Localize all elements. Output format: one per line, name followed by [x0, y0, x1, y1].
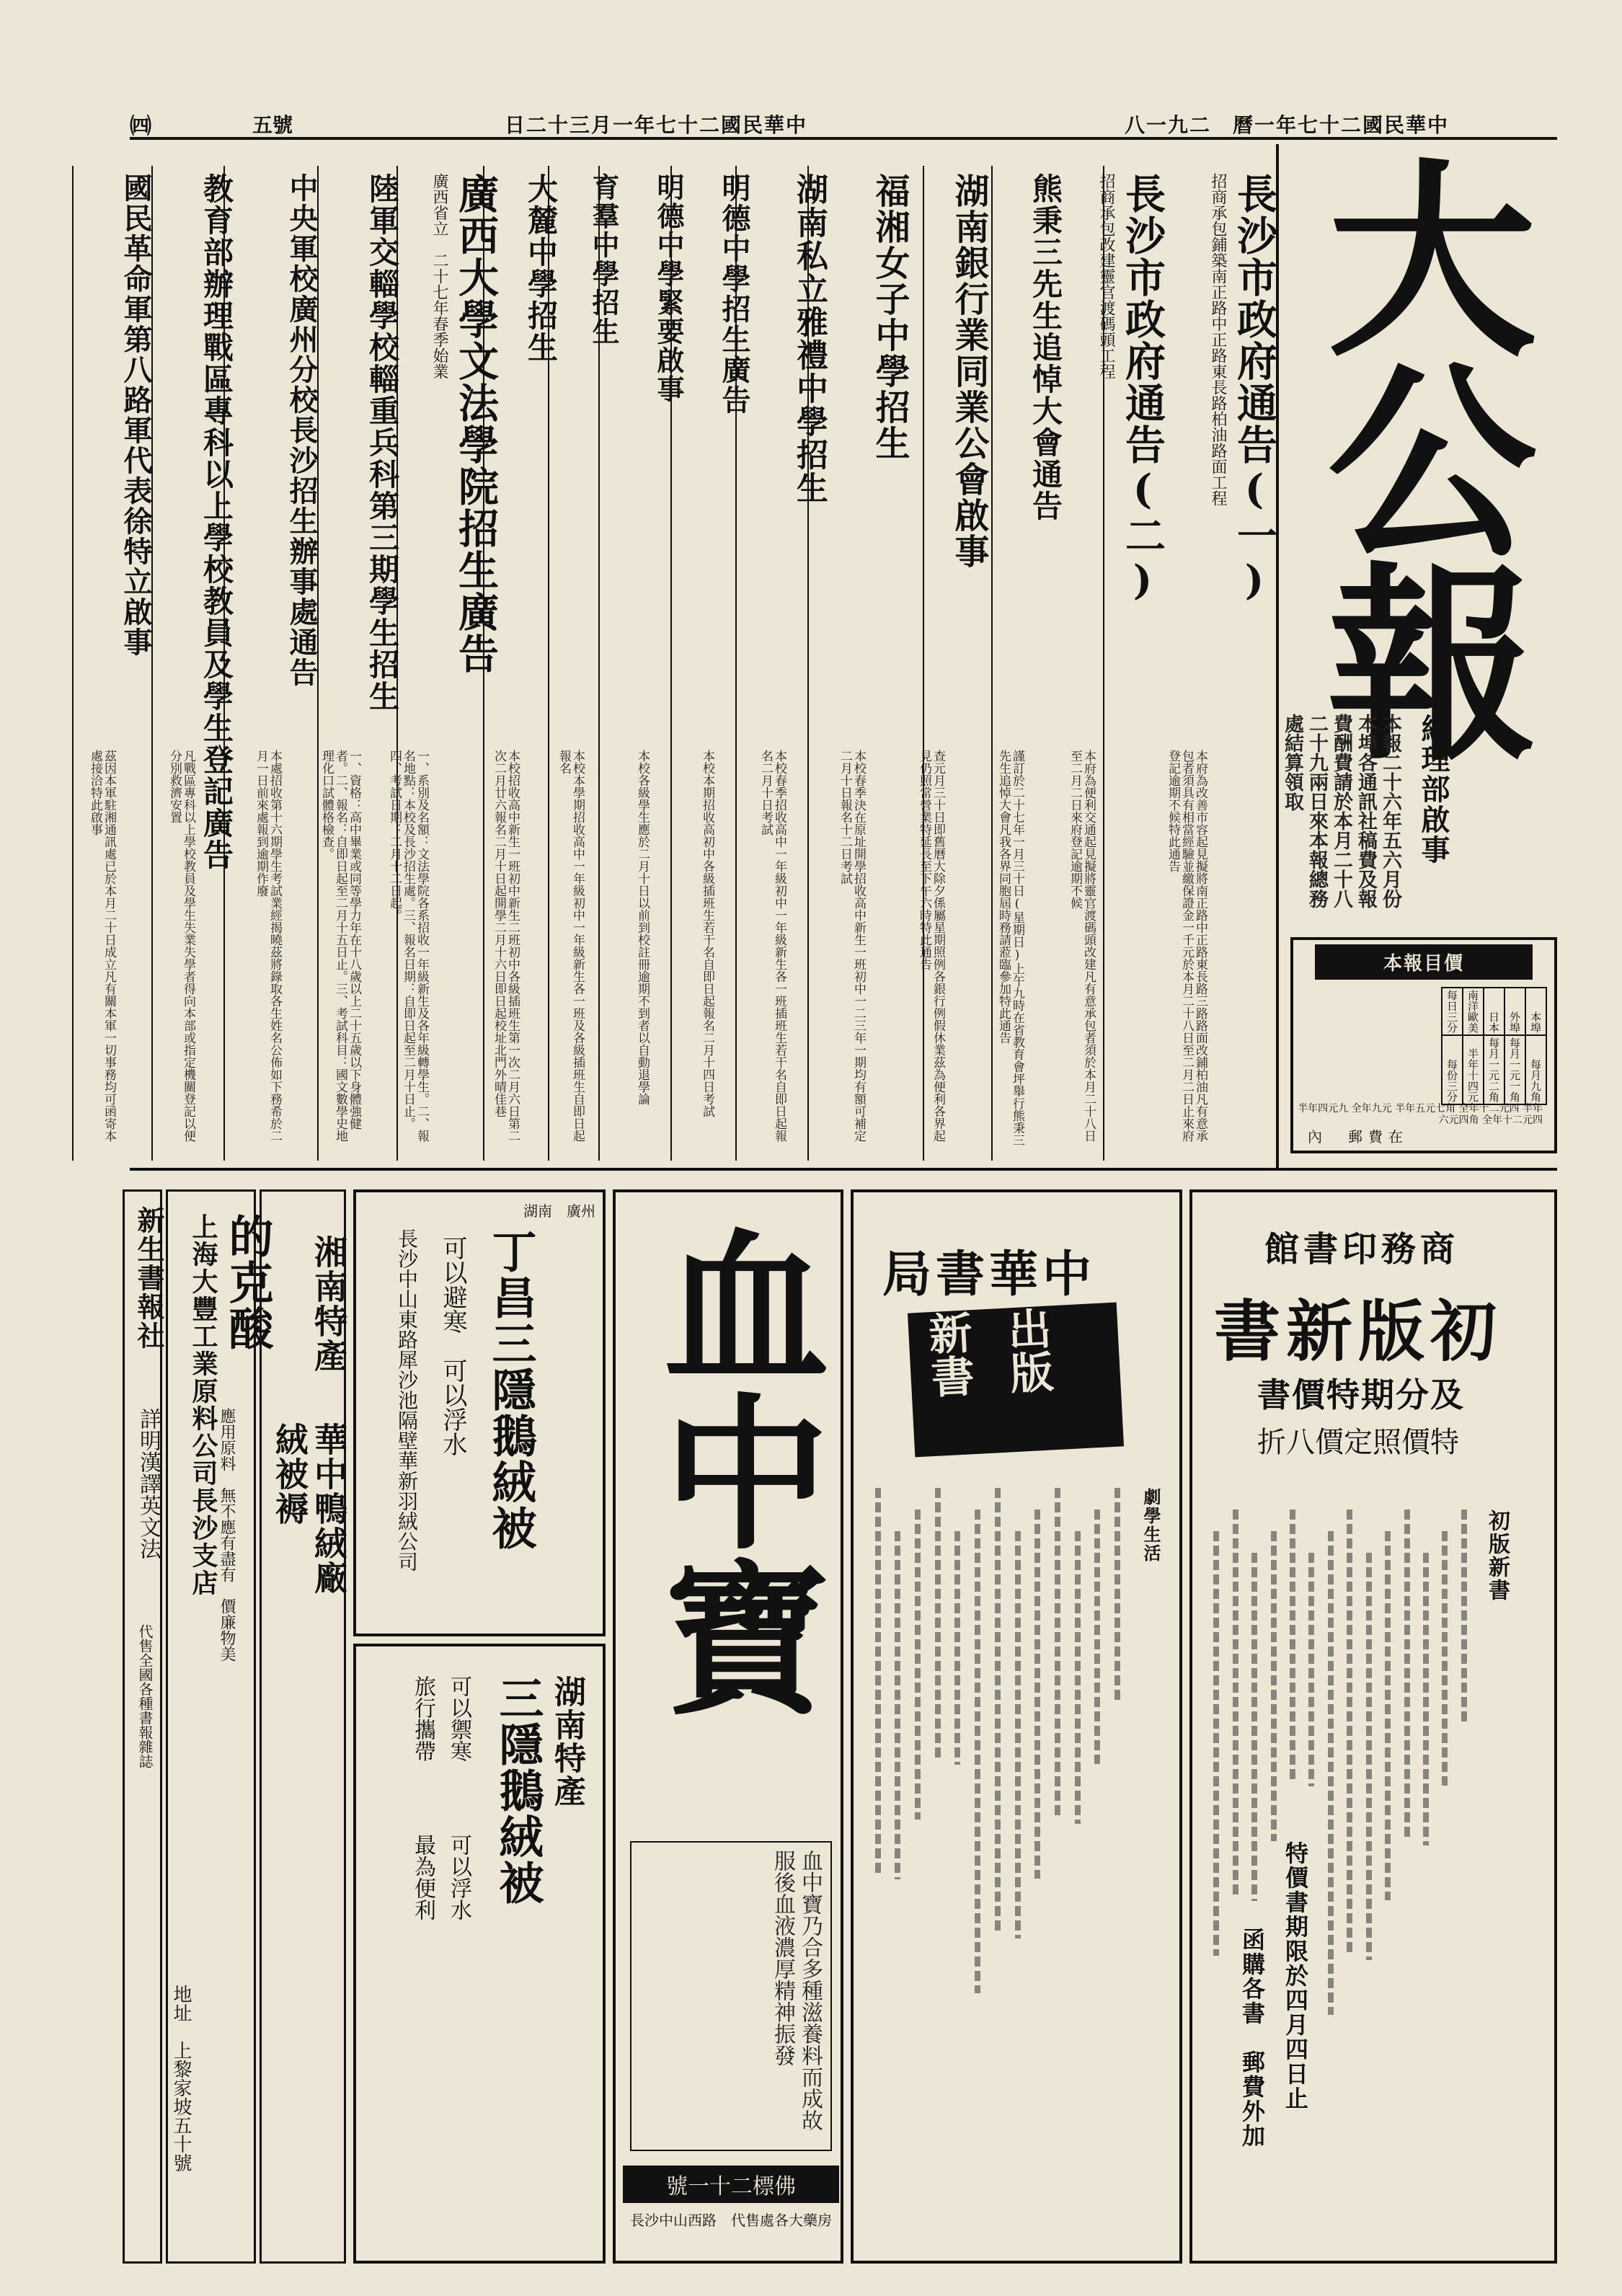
ad-xinsheng: [123, 1189, 165, 2264]
book-list-line: [1404, 1510, 1410, 1840]
ad-cp-headline: 初版新書: [1214, 1293, 1503, 1370]
ad-hs-sub: 三隱鵝絨被: [492, 1675, 544, 1906]
notice-body: 本校本學期招收高中一年級初中一年級新生各一班及各級插班生自即日起報名: [557, 750, 585, 1142]
manager-notice-body: 本報二十六年五六月份本埠各通訊社稿費及報費酬費請於本月二十八二十九兩日來本報總務處結算領取: [1281, 714, 1401, 908]
ad-df-title: 上海大豐工業原料公司長沙支店: [188, 1213, 218, 1597]
notice-title: 長沙市政府通告(一): [1231, 173, 1278, 606]
notice-title: 湖南銀行業同業公會啟事: [949, 173, 989, 569]
ad-cp-deadline: 特價書期限於四月四日止: [1282, 1841, 1309, 2111]
notice-subtitle: 廣西省立 二十七年春季始業: [430, 173, 448, 379]
notice-title: 湖南私立雅禮中學招生: [791, 173, 828, 505]
book-list-line: [995, 1488, 1001, 1933]
ad-xzb-headline: 血中寶: [635, 1221, 828, 1719]
ad-dm-line2: 絨被褥: [270, 1422, 309, 1526]
notice-title: 大麓中學招生: [523, 173, 559, 363]
price-cell: 全年十二元四: [1482, 1114, 1543, 1126]
notice-body: 一、資格：高中畢業或同等學力年在十八歲以上二十五歲以下身體強健者。二、報名：自即日起至二月十五日止。三、考試科目：國文數學史地理化口試體格檢查。: [319, 750, 361, 1142]
notice-body: 查元月三十日即舊曆大除夕係屬星期照例各銀行例假休業茲為便利各界起見仍照常營業特延長至下午六時特此通告: [917, 750, 945, 1142]
ad-cp-list-title: 初版新書: [1484, 1510, 1510, 1602]
price-cell: 南洋歐美: [1463, 988, 1484, 1035]
ad-dm-line1: 華中鴨絨廠: [309, 1422, 348, 1595]
ad-zh-title: 中華書局: [882, 1246, 1096, 1303]
ad-df-sub: 的克酸: [221, 1213, 274, 1352]
notice-title: 育羣中學招生: [588, 173, 620, 346]
ad-xuezhongbao: [613, 1189, 843, 2264]
ad-xs-title: 新生書報社: [133, 1206, 165, 1350]
price-cell: 日本: [1484, 988, 1504, 1035]
ad-dc-title: 丁昌三隱鵝絨被: [484, 1228, 537, 1551]
ad-hs-item: 最為便利: [410, 1834, 435, 1920]
ad-hs-item: 旅行攜帶: [410, 1675, 435, 1762]
ad-xzb-slogan: 佛標二十一號: [623, 2166, 839, 2203]
masthead-title: 大公報: [1292, 151, 1535, 757]
notice-body: 本校招收高中新生一班初中新生二班初中各級插班生第一次二月六日第二次二月廿六報名二月十日起開學二月十六日即日起校址北門外晴佳巷: [492, 750, 520, 1142]
ad-hs-item: 可以浮水: [446, 1834, 471, 1920]
book-list-line: [1347, 1510, 1352, 1955]
ad-hs-title: 湖南特產: [549, 1675, 585, 1808]
price-cell: 全年十二元四: [1458, 1103, 1520, 1114]
book-list-line: [1290, 1510, 1295, 1781]
ad-dafeng: [166, 1189, 274, 2264]
top-section-bottom-rule: [130, 1168, 1557, 1171]
price-table-title: 本報目價: [1315, 944, 1533, 980]
price-cell: 半年十四元: [1463, 1035, 1484, 1104]
price-cell: 每月一元二角: [1484, 1035, 1504, 1104]
book-list-line: [1055, 1488, 1060, 1819]
book-list-line: [1114, 1488, 1120, 1704]
book-list-line: [954, 1531, 960, 1765]
price-table-footer: 內 郵費在: [1308, 1128, 1409, 1145]
ad-zh-list: [868, 1488, 1127, 2238]
price-cell: 外埠: [1504, 988, 1525, 1035]
book-list-line: [1034, 1510, 1040, 1879]
book-list-line: [1251, 1553, 1257, 1901]
ad-hs-item: 可以禦寒: [446, 1675, 471, 1762]
edition-mark: ㈣: [130, 114, 151, 139]
book-list-line: [915, 1510, 921, 1819]
book-list-line: [1075, 1531, 1081, 1824]
notice-body: 凡戰區專科以上學校教員及學生失業失學者得向本部或指定機關登記以便分別救濟安置: [167, 750, 195, 1142]
price-cell: 每月九角: [1525, 1035, 1546, 1104]
book-list-line: [1271, 1531, 1277, 1841]
page-label: 五號: [252, 113, 293, 137]
ad-zh-badge: [908, 1303, 1124, 1458]
notice-title: 廣西大學文法學院招生廣告: [452, 173, 500, 675]
book-list-line: [1213, 1531, 1219, 1956]
price-cell: 半年六元四角: [1438, 1103, 1543, 1126]
notice-title: 明德中學招生廣告: [717, 173, 751, 415]
notice-body: 本校各級學生應於二月十日以前到校註冊逾期不到者以自動退學論: [635, 750, 650, 1105]
book-list-line: [895, 1531, 900, 1879]
ad-df-desc: 應用原料 無不應有盡有 價廉物美: [218, 1408, 236, 1662]
notice-body: 本校春季決在原址開學招收高中新生一班初中一二三年一期均有額可補定二月十日報名十二日考試: [838, 750, 866, 1142]
manager-notice-title: 經理部啟事: [1417, 714, 1450, 865]
notice-body: 茲因本軍駐湘通訊處已於本月二十日成立凡有關本軍一切事務均可函寄本處接洽特此啟事: [88, 750, 116, 1142]
price-cell: 半年四元九: [1298, 1103, 1349, 1114]
notice-title: 福湘女子中學招生: [869, 173, 910, 461]
date-line-right: 八一九二 曆一年七十二國民華中: [1125, 113, 1450, 137]
notice-body: 本處招收第十六期學生考試業經揭曉茲將錄取各生姓名公佈如下務希於二月一日前來處報到逾期作廢: [254, 750, 282, 1142]
price-cell: 每月一元一角: [1504, 1035, 1525, 1104]
notice-body: 本校春季招收高中一年級初中一年級新生各一班插班生若干名自即日起報名二月十日考試: [758, 750, 786, 1142]
notice-title: 教育部辦理戰區專科以上學校教員及學生登記廣告: [199, 173, 234, 871]
ad-zhonghua: [851, 1189, 1182, 2264]
book-list-line: [1233, 1510, 1238, 1896]
book-list-line: [1328, 1531, 1334, 2015]
ad-zh-headline-b: 新書: [920, 1310, 976, 1399]
top-date-bar: [130, 108, 1557, 140]
date-line-left: 日二十三月一年七十二國民華中: [505, 113, 808, 137]
ad-xzb-footer: 長沙中山西路 代售處各大藥房: [630, 2212, 832, 2229]
notice-subtitle: 招商承包鋪築南正路中正路東長路柏油路面工程: [1209, 173, 1227, 506]
notice-body: 本校本期招收高初中各級插班生若干名自即日起報名二月十四日考試: [700, 750, 714, 1117]
ad-xs-sub: 詳明漢譯英文法: [136, 1408, 161, 1559]
notice-body: 一、系別及名額：文法學院各系招收一年級新生及各年級轉學生。二、報名地點：本校及長沙招生處。三、報名日期：自即日起至二月十日止。四、考試日期：二月十二日起。: [387, 750, 429, 1142]
ad-cp-sub1: 及分期特價書: [1257, 1375, 1465, 1414]
book-list-line: [1094, 1510, 1100, 1764]
notice-subtitle: 招商承包改建靈官渡碼頭工程: [1097, 173, 1115, 379]
notice-title: 明德中學緊要啟事: [652, 173, 685, 404]
ad-commercial-press: [1189, 1189, 1557, 2264]
ad-dingchang: [353, 1189, 606, 1636]
price-cell: 每日三分: [1442, 988, 1463, 1035]
ad-cp-footer: 函購各書 郵費外加: [1238, 1928, 1266, 2148]
ad-xzb-desc: 血中寶乃合多種滋養料而成故服後血液濃厚精神振發: [630, 1841, 832, 2151]
book-list-line: [975, 1510, 980, 1993]
book-list-line: [1385, 1531, 1391, 1900]
price-cell: 本埠: [1525, 988, 1546, 1035]
book-list-line: [875, 1488, 881, 1874]
notice-title: 陸軍交輜學校輜重兵科第三期學生招生: [365, 173, 400, 712]
price-cell: 半年五元七角: [1395, 1103, 1456, 1114]
ad-dc-header: 湖南 廣州: [523, 1202, 595, 1220]
notice-title: 熊秉三先生追悼大會通告: [1028, 173, 1063, 522]
book-list-line: [1442, 1531, 1448, 1786]
price-table: [1441, 987, 1547, 1105]
ad-dm-title: 湘南特產: [309, 1235, 348, 1373]
ad-dc-sub: 可以避寒 可以浮水: [438, 1236, 467, 1456]
book-list-line: [1015, 1531, 1021, 1938]
notice-body: 謹訂於二十七年一月三十日(星期日)上午九時在省教育會坪舉行熊秉三先生追悼大會凡我各界同胞屆時務請蒞臨參加特此通告: [996, 750, 1024, 1146]
notice-title: 長沙市政府通告(二): [1119, 173, 1166, 606]
ad-cp-sub2: 特價照定價八折: [1257, 1426, 1459, 1459]
ad-hunan-specialty: [353, 1644, 606, 2264]
ad-dc-addr: 長沙中山東路犀沙池隔壁華新羽絨公司: [395, 1228, 419, 1572]
notice-title: 中央軍校廣州分校長沙招生辦事處通告: [285, 173, 319, 688]
book-list-line: [1461, 1510, 1467, 1726]
price-extra: [1298, 1103, 1543, 1126]
notice-body: 本府為便利交通起見擬將靈官渡碼頭改建凡有意承包者須於本月二十八日至二月二日來府登記逾期不候: [1068, 750, 1096, 1142]
ad-zh-headline-a: 出版: [999, 1306, 1055, 1395]
price-cell: 每份三分: [1442, 1035, 1463, 1104]
book-list-line: [1366, 1553, 1372, 1960]
ad-cp-title: 商務印書館: [1264, 1229, 1460, 1269]
ad-xs-desc: 代售全國各種書報雜誌: [136, 1624, 154, 1768]
notice-title: 國民革命軍第八路軍代表徐特立啟事: [119, 173, 153, 657]
price-cell: 全年九元: [1351, 1103, 1392, 1114]
notice-body: 本府為改善市容起見擬將南正路中正路東長路三路路面改鋪柏油凡有意承包者須具有相當經驗並繳保證金一千元於本月二十八日至二月二日止來府登記逾期不候特此通告: [1166, 750, 1207, 1142]
ad-zh-list-title: 劇學生活: [1140, 1488, 1161, 1563]
book-list-line: [1308, 1553, 1314, 1786]
ad-df-addr: 地址 上黎家坡五十號: [170, 1985, 192, 2172]
book-list-line: [935, 1488, 941, 1760]
book-list-line: [1423, 1553, 1429, 1845]
